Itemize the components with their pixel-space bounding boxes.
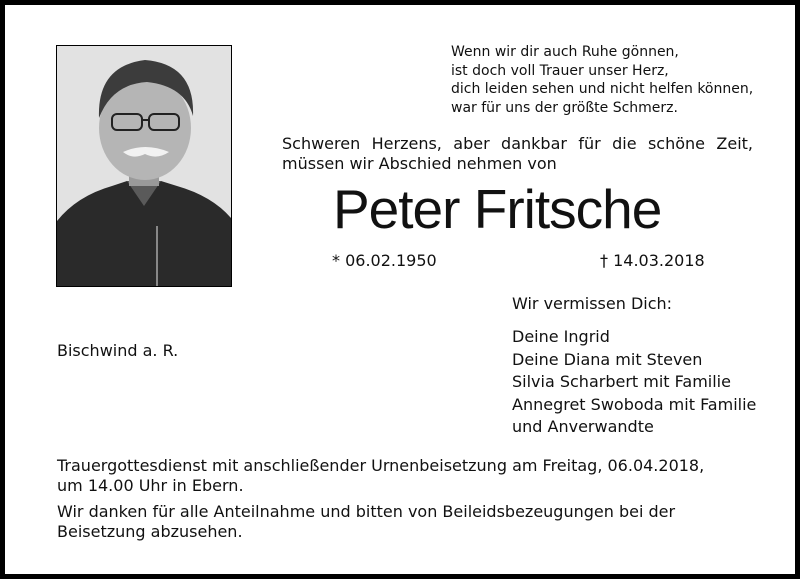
intro-text (282, 134, 753, 174)
mourner-item: und Anverwandte (512, 417, 654, 436)
thanks-note: Wir danken für alle Anteilnahme und bitten von Beileidsbezeugungen bei der Beisetzung abzusehen. (57, 502, 676, 541)
place-name: Bischwind a. R. (57, 341, 179, 360)
deceased-name: Peter Fritsche (333, 178, 662, 240)
poem-line: war für uns der größte Schmerz. (451, 99, 678, 116)
birth-date: * 06.02.1950 (332, 251, 437, 270)
intro-line: müssen wir Abschied nehmen von (282, 154, 557, 173)
portrait-photo (56, 45, 232, 287)
portrait-icon (57, 46, 231, 286)
poem (451, 43, 753, 117)
service-line: Trauergottesdienst mit anschließender Urnenbeisetzung am Freitag, 06.04.2018, (57, 456, 705, 475)
mourner-item: Annegret Swoboda mit Familie (512, 394, 757, 414)
death-date: † 14.03.2018 (600, 251, 705, 270)
poem-line: ist doch voll Trauer unser Herz, (451, 62, 669, 79)
mourners-heading: Wir vermissen Dich: (512, 294, 673, 313)
intro-line: Schweren Herzens, aber dankbar für die schöne Zeit, (282, 134, 753, 153)
service-info (57, 456, 704, 496)
mourners-list (512, 326, 756, 439)
mourner-item: Silvia Scharbert mit Familie (512, 372, 731, 391)
poem-line: Wenn wir dir auch Ruhe gönnen, (451, 44, 679, 60)
mourner-item: Deine Ingrid (512, 327, 610, 346)
service-line: um 14.00 Uhr in Ebern. (57, 476, 244, 495)
poem-line: dich leiden sehen und nicht helfen können, (451, 81, 754, 97)
mourner-item: Deine Diana mit Steven (512, 349, 703, 369)
